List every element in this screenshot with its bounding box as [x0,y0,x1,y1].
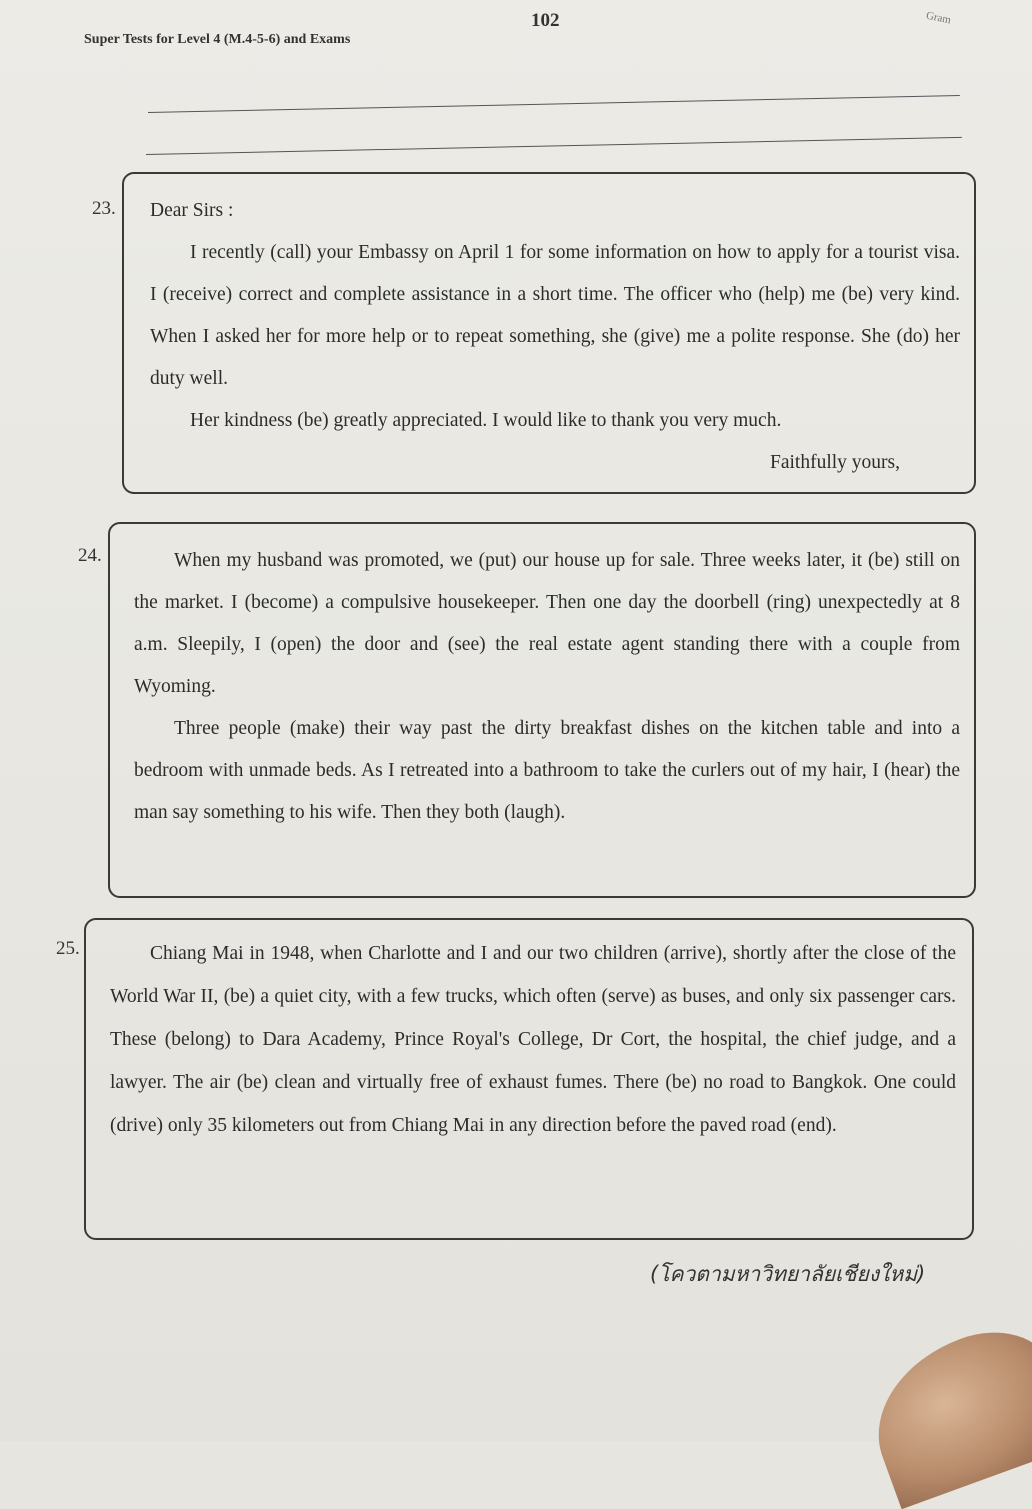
salutation: Dear Sirs : [150,200,234,221]
thumb [854,1313,1032,1509]
closing: Faithfully yours, [770,452,900,473]
passage-24 [134,540,960,834]
paragraph: When my husband was promoted, we (put) our house up for sale. Three weeks later, it (be) still on the market. I (become) a compulsive housekeeper. Then one day the doorbell (ring) unexpectedly at 8 a.m. Sleepily, I (open) the door and (see) the real estate agent standing there with a couple from Wyoming. [134,550,960,697]
answer-line [146,137,962,155]
paragraph: I recently (call) your Embassy on April 1 for some information on how to apply for a tourist visa. I (receive) correct and complete assistance in a short time. The officer who (help) me (be) very kind. When I asked her for more help or to repeat something, she (give) me a polite response. She (do) her duty well. [150,242,960,389]
page-number: 102 [531,10,560,31]
passage-25 [110,932,956,1147]
running-header: Super Tests for Level 4 (M.4-5-6) and Exams [84,32,351,47]
question-number: 24. [78,545,102,566]
answer-line [148,95,960,113]
passage-23 [150,190,960,484]
paragraph: Chiang Mai in 1948, when Charlotte and I and our two children (arrive), shortly after the close of the World War II, (be) a quiet city, with a few trucks, which often (serve) as buses, and only six passenger cars. These (belong) to Dara Academy, Prince Royal's College, Dr Cort, the hospital, the chief judge, and a lawyer. The air (be) clean and virtually free of exhaust fumes. There (be) no road to Bangkok. One could (drive) only 35 kilometers out from Chiang Mai in any direction before the paved road (end). [110,943,956,1136]
paragraph: Her kindness (be) greatly appreciated. I would like to thank you very much. [190,410,782,431]
corner-mark: Gram [925,9,953,27]
source-note: (โควตามหาวิทยาลัยเชียงใหม่) [650,1262,926,1286]
question-number: 25. [56,938,80,959]
paragraph: Three people (make) their way past the dirty breakfast dishes on the kitchen table and into a bedroom with unmade beds. As I retreated into a bathroom to take the curlers out of my hair, I (hear) the man say something to his wife. Then they both (laugh). [134,718,960,823]
question-number: 23. [92,198,116,219]
